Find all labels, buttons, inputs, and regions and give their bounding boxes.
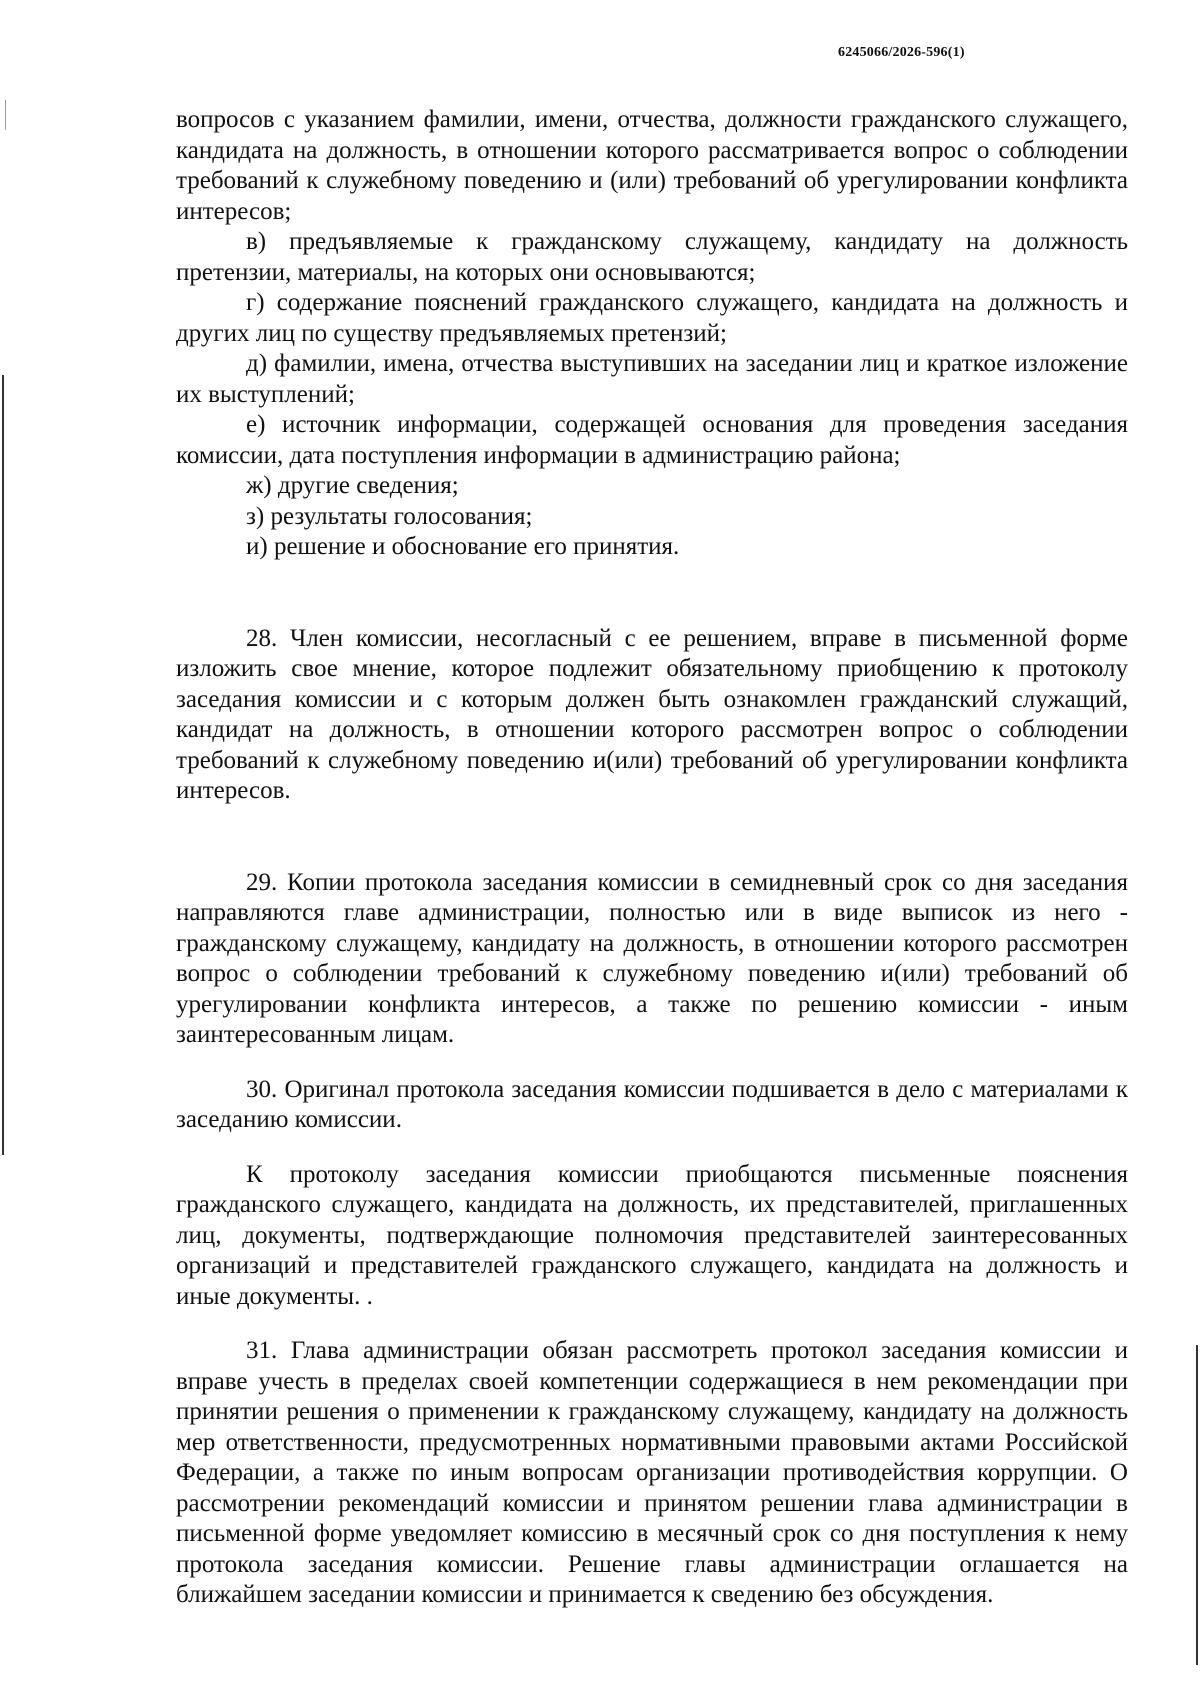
paragraph-28: 28. Член комиссии, несогласный с ее решением, вправе в письменной форме изложить свое мнение, которое подлежит обязательному приобщению к протоколу заседания комиссии и с которым должен быть ознакомлен гражданский служащий, кандидат на должность, в отношении которого рассмотрен вопрос о соблюдении требований к служебному поведению и(или) требований об урегулировании конфликта интересов. [176,624,1128,804]
paragraph-30-attachments: К протоколу заседания комиссии приобщаются письменные пояснения гражданского служащего, кандидата на должность, их представителей, приглашенных лиц, документы, подтверждающие полномочия представителей заинтересованных организаций и представителей гражданского служащего, кандидата на должность и иные документы. . [176,1160,1128,1310]
paragraph-30: 30. Оригинал протокола заседания комиссии подшивается в дело с материалами к заседанию комиссии. [176,1075,1128,1133]
document-number: 6245066/2026-596(1) [838,45,965,60]
list-item-v: в) предъявляемые к гражданскому служащему, кандидату на должность претензии, материалы, на которых они основываются; [176,228,1128,286]
list-item-zh: ж) другие сведения; [246,472,459,499]
list-item-d: д) фамилии, имена, отчества выступивших на заседании лиц и краткое изложение их выступлений; [176,350,1128,408]
list-item-i: и) решение и обоснование его принятия. [246,533,680,560]
list-item-e: е) источник информации, содержащей основания для проведения заседания комиссии, дата поступления информации в администрацию района; [176,411,1128,469]
scan-artifact-dots [5,100,6,130]
scan-artifact-left-edge [2,375,4,1155]
paragraph-intro: вопросов с указанием фамилии, имени, отчества, должности гражданского служащего, кандидата на должность, в отношении которого рассматривается вопрос о соблюдении требований к служебному поведению и (или) требований об урегулировании конфликта интересов; [176,106,1128,225]
paragraph-31: 31. Глава администрации обязан рассмотреть протокол заседания комиссии и вправе учесть в пределах своей компетенции содержащиеся в нем рекомендации при принятии решения о применении к гражданскому служащему, кандидату на должность мер ответственности, предусмотренных нормативными правовыми актами Российской Федерации, а также по иным вопросам организации противодействия коррупции. О рассмотрении рекомендаций комиссии и принятом решении глава администрации в письменной форме уведомляет комиссию в месячный срок со дня поступления к нему протокола заседания комиссии. Решение главы администрации оглашается на ближайшем заседании комиссии и принимается к сведению без обсуждения. [176,1337,1128,1608]
scan-artifact-right-edge [1196,1345,1198,1665]
document-body [176,105,1128,1611]
list-item-z: з) результаты голосования; [246,502,533,530]
paragraph-29: 29. Копии протокола заседания комиссии в семидневный срок со дня заседания направляются главе администрации, полностью или в виде выписок из него - гражданскому служащему, кандидату на должность, в отношении которого рассмотрен вопрос о соблюдении требований к служебному поведению и(или) требований об урегулировании конфликта интересов, а также по решению комиссии - иным заинтересованным лицам. [176,868,1128,1048]
list-item-g: г) содержание пояснений гражданского служащего, кандидата на должность и других лиц по существу предъявляемых претензий; [176,289,1128,347]
